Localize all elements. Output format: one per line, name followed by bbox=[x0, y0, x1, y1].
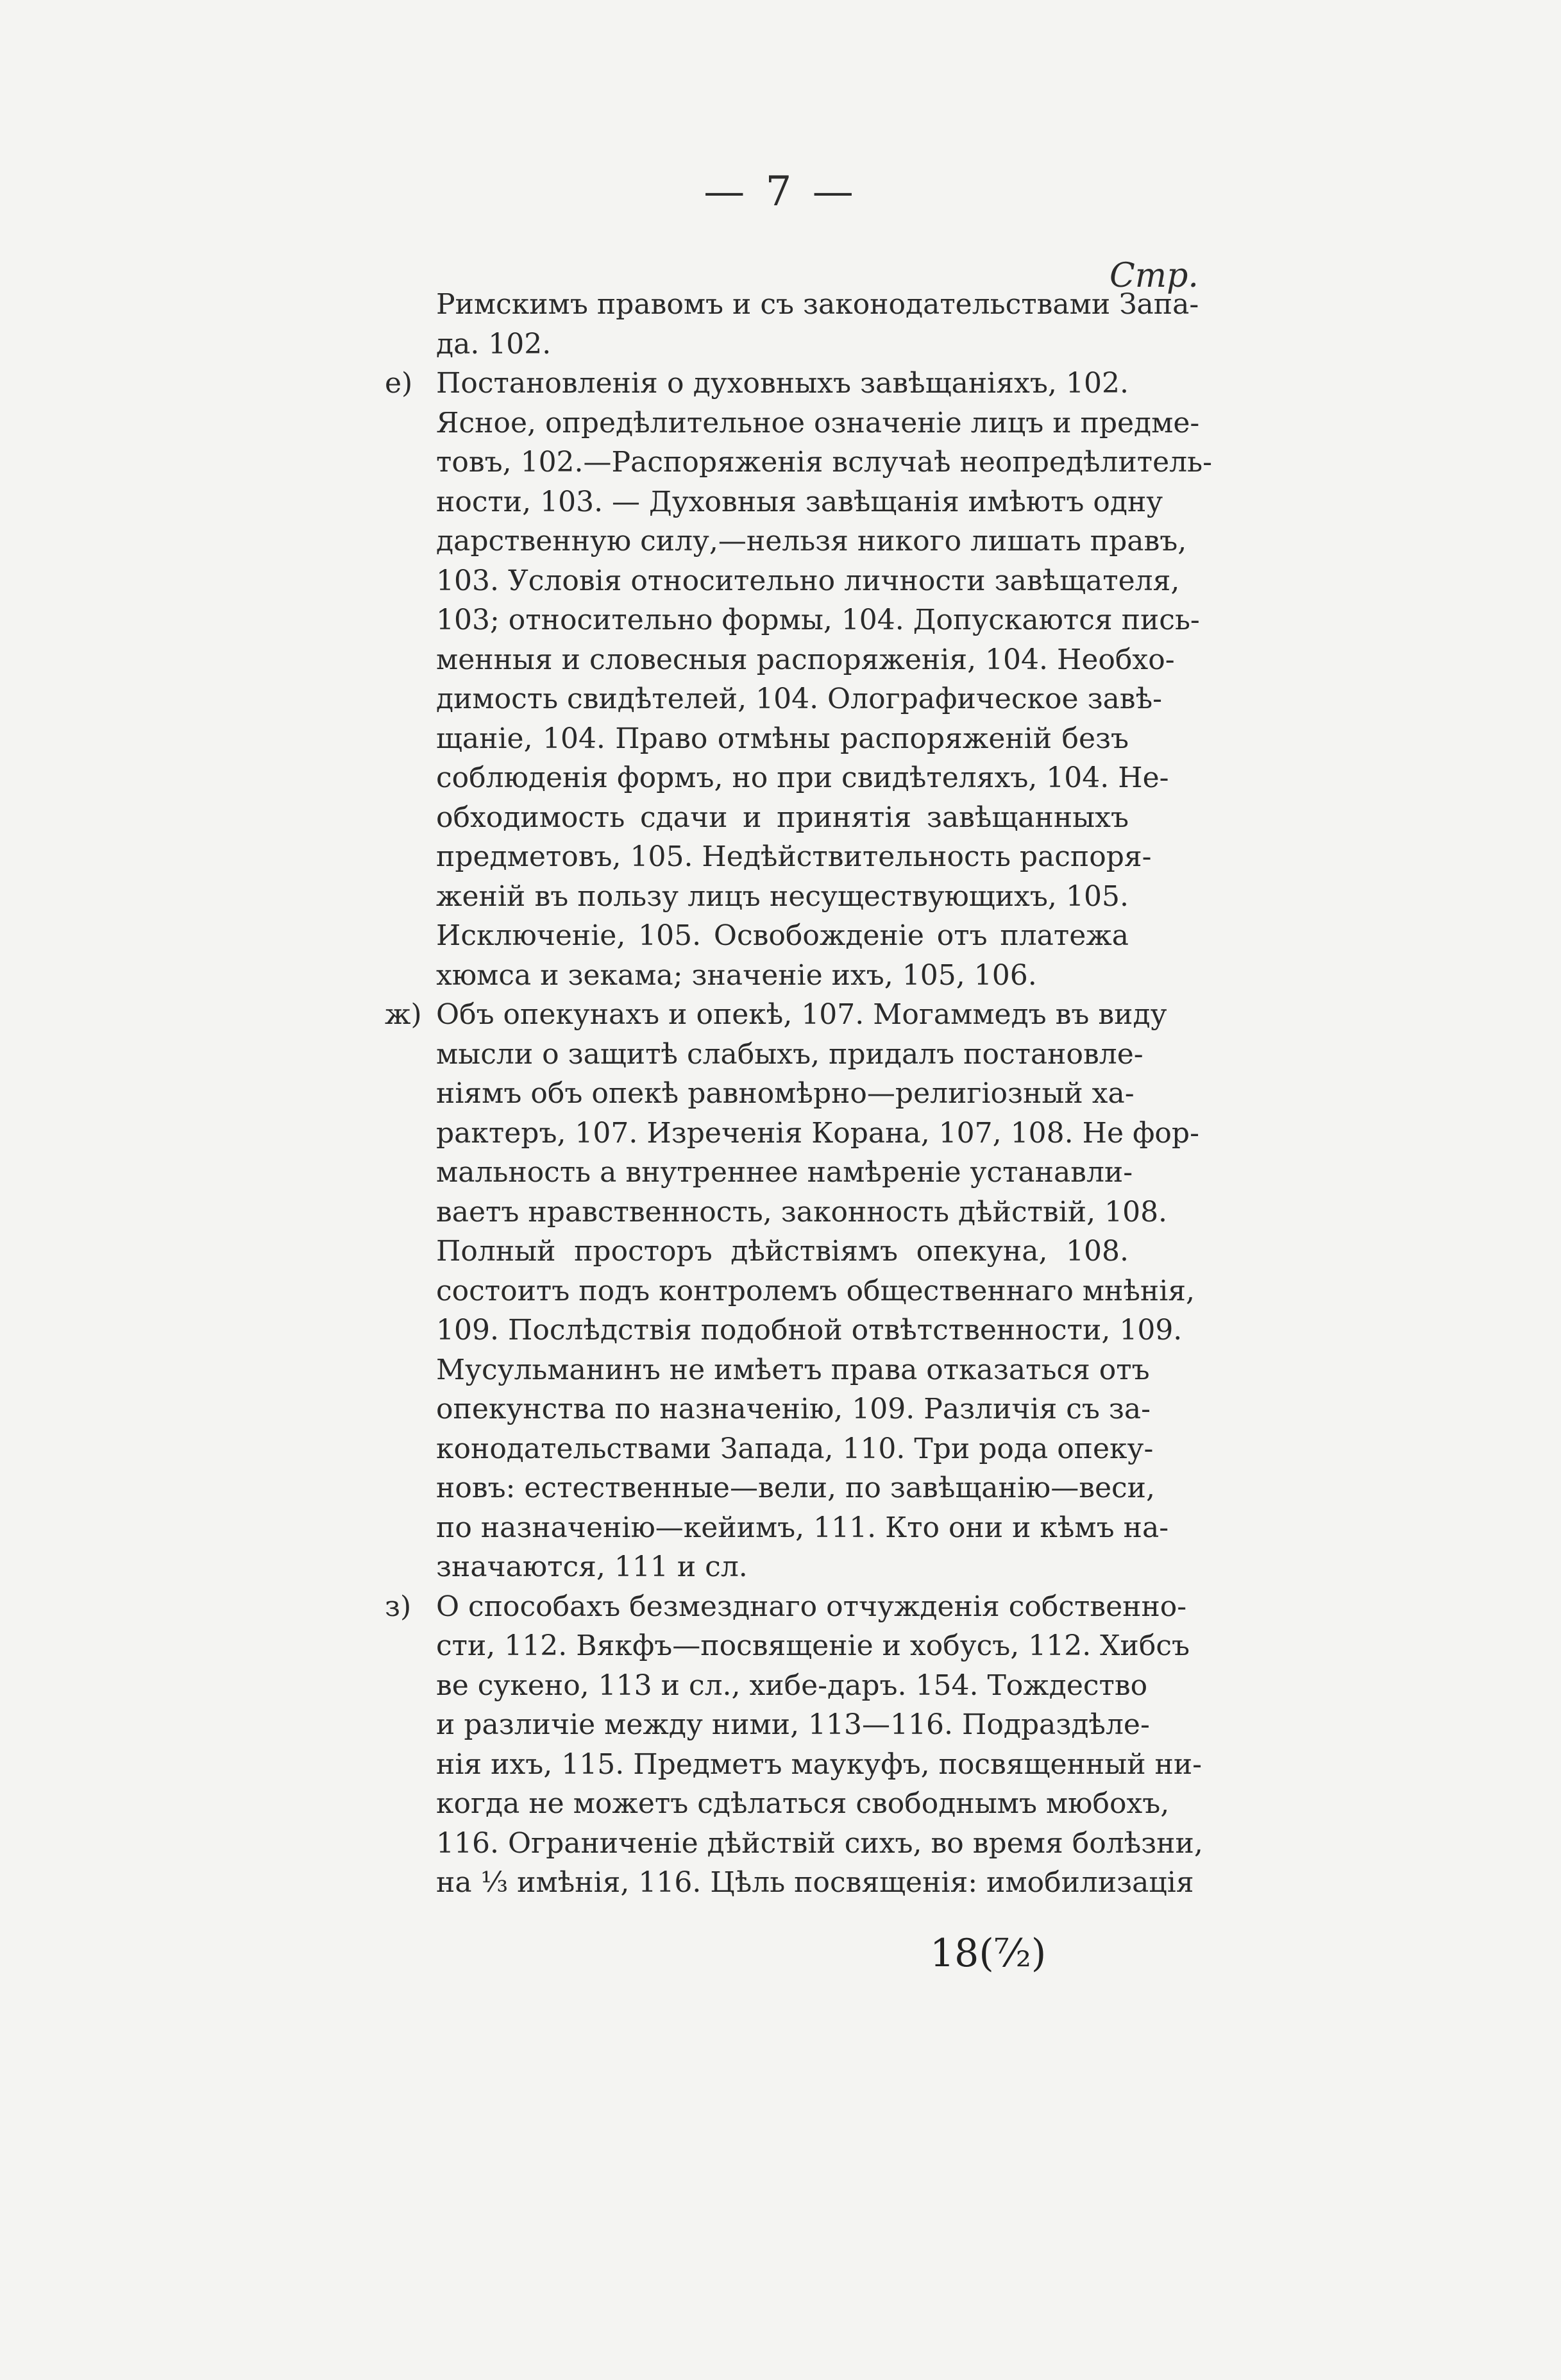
line-text: Римскимъ правомъ и съ законодательствами Запа- bbox=[436, 288, 1199, 321]
line-text: Полный просторъ дѣйствіямъ опекуна, 108. bbox=[436, 1235, 1129, 1268]
text-line bbox=[385, 1153, 1133, 1193]
text-line bbox=[385, 443, 1212, 482]
text-line bbox=[385, 1311, 1183, 1350]
section-marker: е) bbox=[385, 367, 413, 400]
line-text: хюмса и зекама; значеніе ихъ, 105, 106. bbox=[436, 958, 1037, 992]
index-text-block bbox=[385, 285, 1212, 1903]
text-line bbox=[385, 1745, 1202, 1785]
line-text: товъ, 102.—Распоряженія вслучаѣ неопредѣлитель- bbox=[436, 446, 1212, 479]
text-line bbox=[385, 1429, 1154, 1469]
line-text: мальность а внутреннее намѣреніе устанавли- bbox=[436, 1156, 1133, 1189]
text-line bbox=[385, 1626, 1190, 1666]
text-line bbox=[385, 1390, 1151, 1429]
line-text: обходимость сдачи и принятія завѣщанныхъ bbox=[436, 801, 1129, 834]
text-line bbox=[385, 1350, 1150, 1390]
line-text: ности, 103. — Духовныя завѣщанія имѣютъ одну bbox=[436, 485, 1163, 518]
column-label: Стр. bbox=[1110, 257, 1199, 295]
text-line bbox=[385, 995, 1167, 1035]
text-line bbox=[385, 1587, 1187, 1627]
text-line bbox=[385, 325, 1129, 364]
text-line bbox=[385, 482, 1163, 522]
text-line bbox=[385, 1508, 1169, 1548]
line-text: по назначенію—кейимъ, 111. Кто они и кѣмъ на- bbox=[436, 1511, 1169, 1544]
text-line bbox=[385, 1863, 1194, 1903]
line-text: новъ: естественные—вели, по завѣщанію—веси, bbox=[436, 1472, 1155, 1504]
text-line bbox=[385, 1705, 1150, 1745]
text-line bbox=[385, 837, 1152, 877]
text-line bbox=[385, 877, 1129, 917]
text-line bbox=[385, 798, 1129, 838]
line-text: сти, 112. Вякфъ—посвященіе и хобусъ, 112. Хибсъ bbox=[436, 1629, 1190, 1662]
text-line bbox=[385, 916, 1129, 956]
line-text: О способахъ безмезднаго отчужденія собственно- bbox=[436, 1590, 1187, 1623]
line-text: 103. Условія относительно личности завѣщателя, bbox=[436, 564, 1180, 597]
line-text: когда не можетъ сдѣлаться свободнымъ мюбохъ, bbox=[436, 1787, 1170, 1820]
line-text: конодательствами Запада, 110. Три рода опеку- bbox=[436, 1432, 1154, 1465]
line-text: щаніе, 104. Право отмѣны распоряженій безъ bbox=[436, 722, 1129, 755]
text-line bbox=[385, 1035, 1143, 1075]
text-line bbox=[385, 600, 1200, 640]
line-text: дарственную силу,—нельзя никого лишать правъ, bbox=[436, 525, 1187, 557]
line-text: соблюденія формъ, но при свидѣтеляхъ, 104. Не- bbox=[436, 761, 1169, 794]
line-text: Объ опекунахъ и опекѣ, 107. Могаммедъ въ виду bbox=[436, 998, 1167, 1031]
text-line bbox=[385, 1824, 1203, 1864]
line-text: менныя и словесныя распоряженія, 104. Необхо- bbox=[436, 643, 1175, 676]
section-marker: з) bbox=[385, 1590, 412, 1623]
text-line bbox=[385, 1666, 1148, 1706]
page-number: — 7 — bbox=[704, 168, 857, 216]
section-marker: ж) bbox=[385, 998, 422, 1031]
line-text: и различіе между ними, 113—116. Подраздѣле- bbox=[436, 1708, 1150, 1741]
line-text: 116. Ограниченіе дѣйствій сихъ, во время болѣзни, bbox=[436, 1826, 1203, 1860]
line-text: рактеръ, 107. Изреченія Корана, 107, 108. Не фор- bbox=[436, 1116, 1199, 1150]
text-line bbox=[385, 640, 1175, 680]
text-line bbox=[385, 956, 1129, 996]
text-line bbox=[385, 364, 1129, 404]
text-line bbox=[385, 1547, 1129, 1587]
line-text: Постановленія о духовныхъ завѣщаніяхъ, 102. bbox=[436, 367, 1129, 400]
text-line bbox=[385, 1074, 1135, 1114]
text-line bbox=[385, 1271, 1195, 1311]
line-text: Ясное, опредѣлительное означеніе лицъ и предме- bbox=[436, 406, 1200, 439]
line-text: мысли о защитѣ слабыхъ, придалъ постановле- bbox=[436, 1037, 1143, 1071]
text-line bbox=[385, 561, 1180, 601]
signature-mark: 18(⁷⁄₂) bbox=[930, 1931, 1047, 1976]
line-text: значаются, 111 и сл. bbox=[436, 1551, 748, 1583]
text-line bbox=[385, 679, 1162, 719]
line-text: ніямъ объ опекѣ равномѣрно—религіозный ха- bbox=[436, 1077, 1135, 1110]
line-text: Исключеніе, 105. Освобожденіе отъ платежа bbox=[436, 919, 1129, 952]
text-line bbox=[385, 1114, 1199, 1153]
text-line bbox=[385, 1468, 1155, 1508]
line-text: нія ихъ, 115. Предметъ маукуфъ, посвященный ни- bbox=[436, 1747, 1202, 1781]
line-text: на ⅓ имѣнія, 116. Цѣль посвященія: имобилизація bbox=[436, 1866, 1194, 1899]
line-text: состоитъ подъ контролемъ общественнаго мнѣнія, bbox=[436, 1274, 1195, 1307]
line-text: Мусульманинъ не имѣетъ права отказаться отъ bbox=[436, 1353, 1150, 1386]
line-text: предметовъ, 105. Недѣйствительность распоря- bbox=[436, 840, 1152, 873]
text-line bbox=[385, 1193, 1168, 1232]
line-text: ваетъ нравственность, законность дѣйствій, 108. bbox=[436, 1195, 1168, 1228]
text-line bbox=[385, 522, 1187, 561]
line-text: 103; относительно формы, 104. Допускаются пись- bbox=[436, 604, 1200, 636]
text-line bbox=[385, 404, 1200, 443]
line-text: женій въ пользу лицъ несуществующихъ, 105. bbox=[436, 880, 1129, 913]
text-line bbox=[385, 758, 1169, 798]
line-text: да. 102. bbox=[436, 327, 552, 361]
line-text: ве сукено, 113 и сл., хибе-даръ. 154. Тождество bbox=[436, 1669, 1148, 1702]
line-text: димость свидѣтелей, 104. Олографическое завѣ- bbox=[436, 683, 1162, 715]
line-text: опекунства по назначенію, 109. Различія съ за- bbox=[436, 1393, 1151, 1425]
text-line bbox=[385, 719, 1129, 759]
text-line bbox=[385, 285, 1199, 325]
text-line bbox=[385, 1232, 1129, 1271]
text-line bbox=[385, 1784, 1170, 1824]
line-text: 109. Послѣдствія подобной отвѣтственности, 109. bbox=[436, 1314, 1183, 1347]
